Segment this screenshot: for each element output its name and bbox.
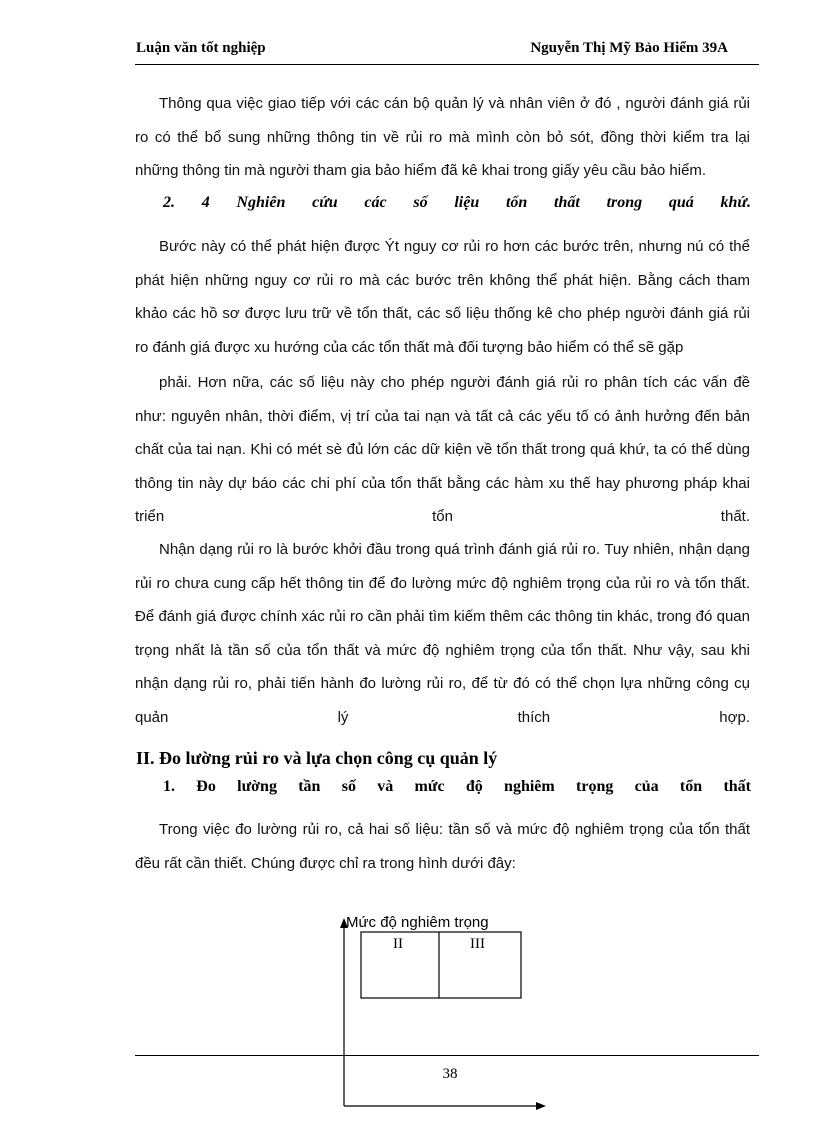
paragraph-3: phải. Hơn nữa, các số liệu này cho phép người đánh giá rủi ro phân tích các vấn đề như: nguyên nhân, thời điểm, vị trí của tai nạn và tất cả các yếu tố có ảnh hưởng đến bản chất của tai nạn. Khi có mét sè đủ lớn các dữ kiện về tổn thất trong quá khứ, ta có thể dùng thông tin này dự báo các chi phí của tổn thất bằng các hàm xu thế hay phương pháp khai triển tổn thất. (135, 374, 750, 525)
x-axis-arrow (536, 1102, 546, 1110)
page-number: 38 (442, 1066, 458, 1082)
section-title: II. Đo lường rủi ro và lựa chọn công cụ quản lý (136, 748, 498, 768)
cell-label-ii: II (393, 936, 403, 952)
section-subheading: 1. Đo lường tần số và mức độ nghiêm trọng của tổn thất (163, 778, 751, 795)
footer-rule (135, 1055, 759, 1056)
subheading-2-4: 2. 4 Nghiên cứu các số liệu tổn thất trong quá khứ. (163, 194, 751, 211)
paragraph-2: Bước này có thể phát hiện được Ýt nguy cơ rủi ro hơn các bước trên, nhưng nú có thể phát hiện những nguy cơ rủi ro mà các bước trên không thể phát hiện. Bằng cách tham khảo các hồ sơ được lưu trữ về tổn thất, các số liệu thống kê cho phép người đánh giá rủi ro đánh giá được xu hướng của các tổn thất mà đối tượng bảo hiểm có thể sẽ gặp (135, 238, 750, 356)
quadrant-box (361, 932, 521, 998)
y-axis-label: Mức độ nghiêm trọng (346, 914, 489, 931)
cell-label-iii: III (470, 936, 485, 952)
paragraph-5: Trong việc đo lường rủi ro, cả hai số liệu: tần số và mức độ nghiêm trọng của tổn thất đều rất cần thiết. Chúng được chỉ ra trong hình dưới đây: (135, 821, 750, 872)
header-right: Nguyễn Thị Mỹ Bảo Hiểm 39A (530, 40, 728, 56)
paragraph-4: Nhận dạng rủi ro là bước khởi đầu trong quá trình đánh giá rủi ro. Tuy nhiên, nhận dạng rủi ro chưa cung cấp hết thông tin để đo lường mức độ nghiêm trọng của rủi ro và tổn thất. Để đánh giá được chính xác rủi ro cần phải tìm kiếm thêm các thông tin khác, trong đó quan trọng nhất là tần số của tổn thất và mức độ nghiêm trọng của tổn thất. Như vậy, sau khi nhận dạng rủi ro, phải tiến hành đo lường rủi ro, để từ đó có thể chọn lựa những công cụ quản lý thích hợp. (135, 541, 750, 726)
paragraph-1: Thông qua việc giao tiếp với các cán bộ quản lý và nhân viên ở đó , người đánh giá rủi ro có thể bổ sung những thông tin về rủi ro mà mình còn bỏ sót, đồng thời kiểm tra lại những thông tin mà người tham gia bảo hiểm đã kê khai trong giấy yêu cầu bảo hiểm. (135, 95, 750, 179)
header-left: Luận văn tốt nghiệp (136, 40, 266, 56)
